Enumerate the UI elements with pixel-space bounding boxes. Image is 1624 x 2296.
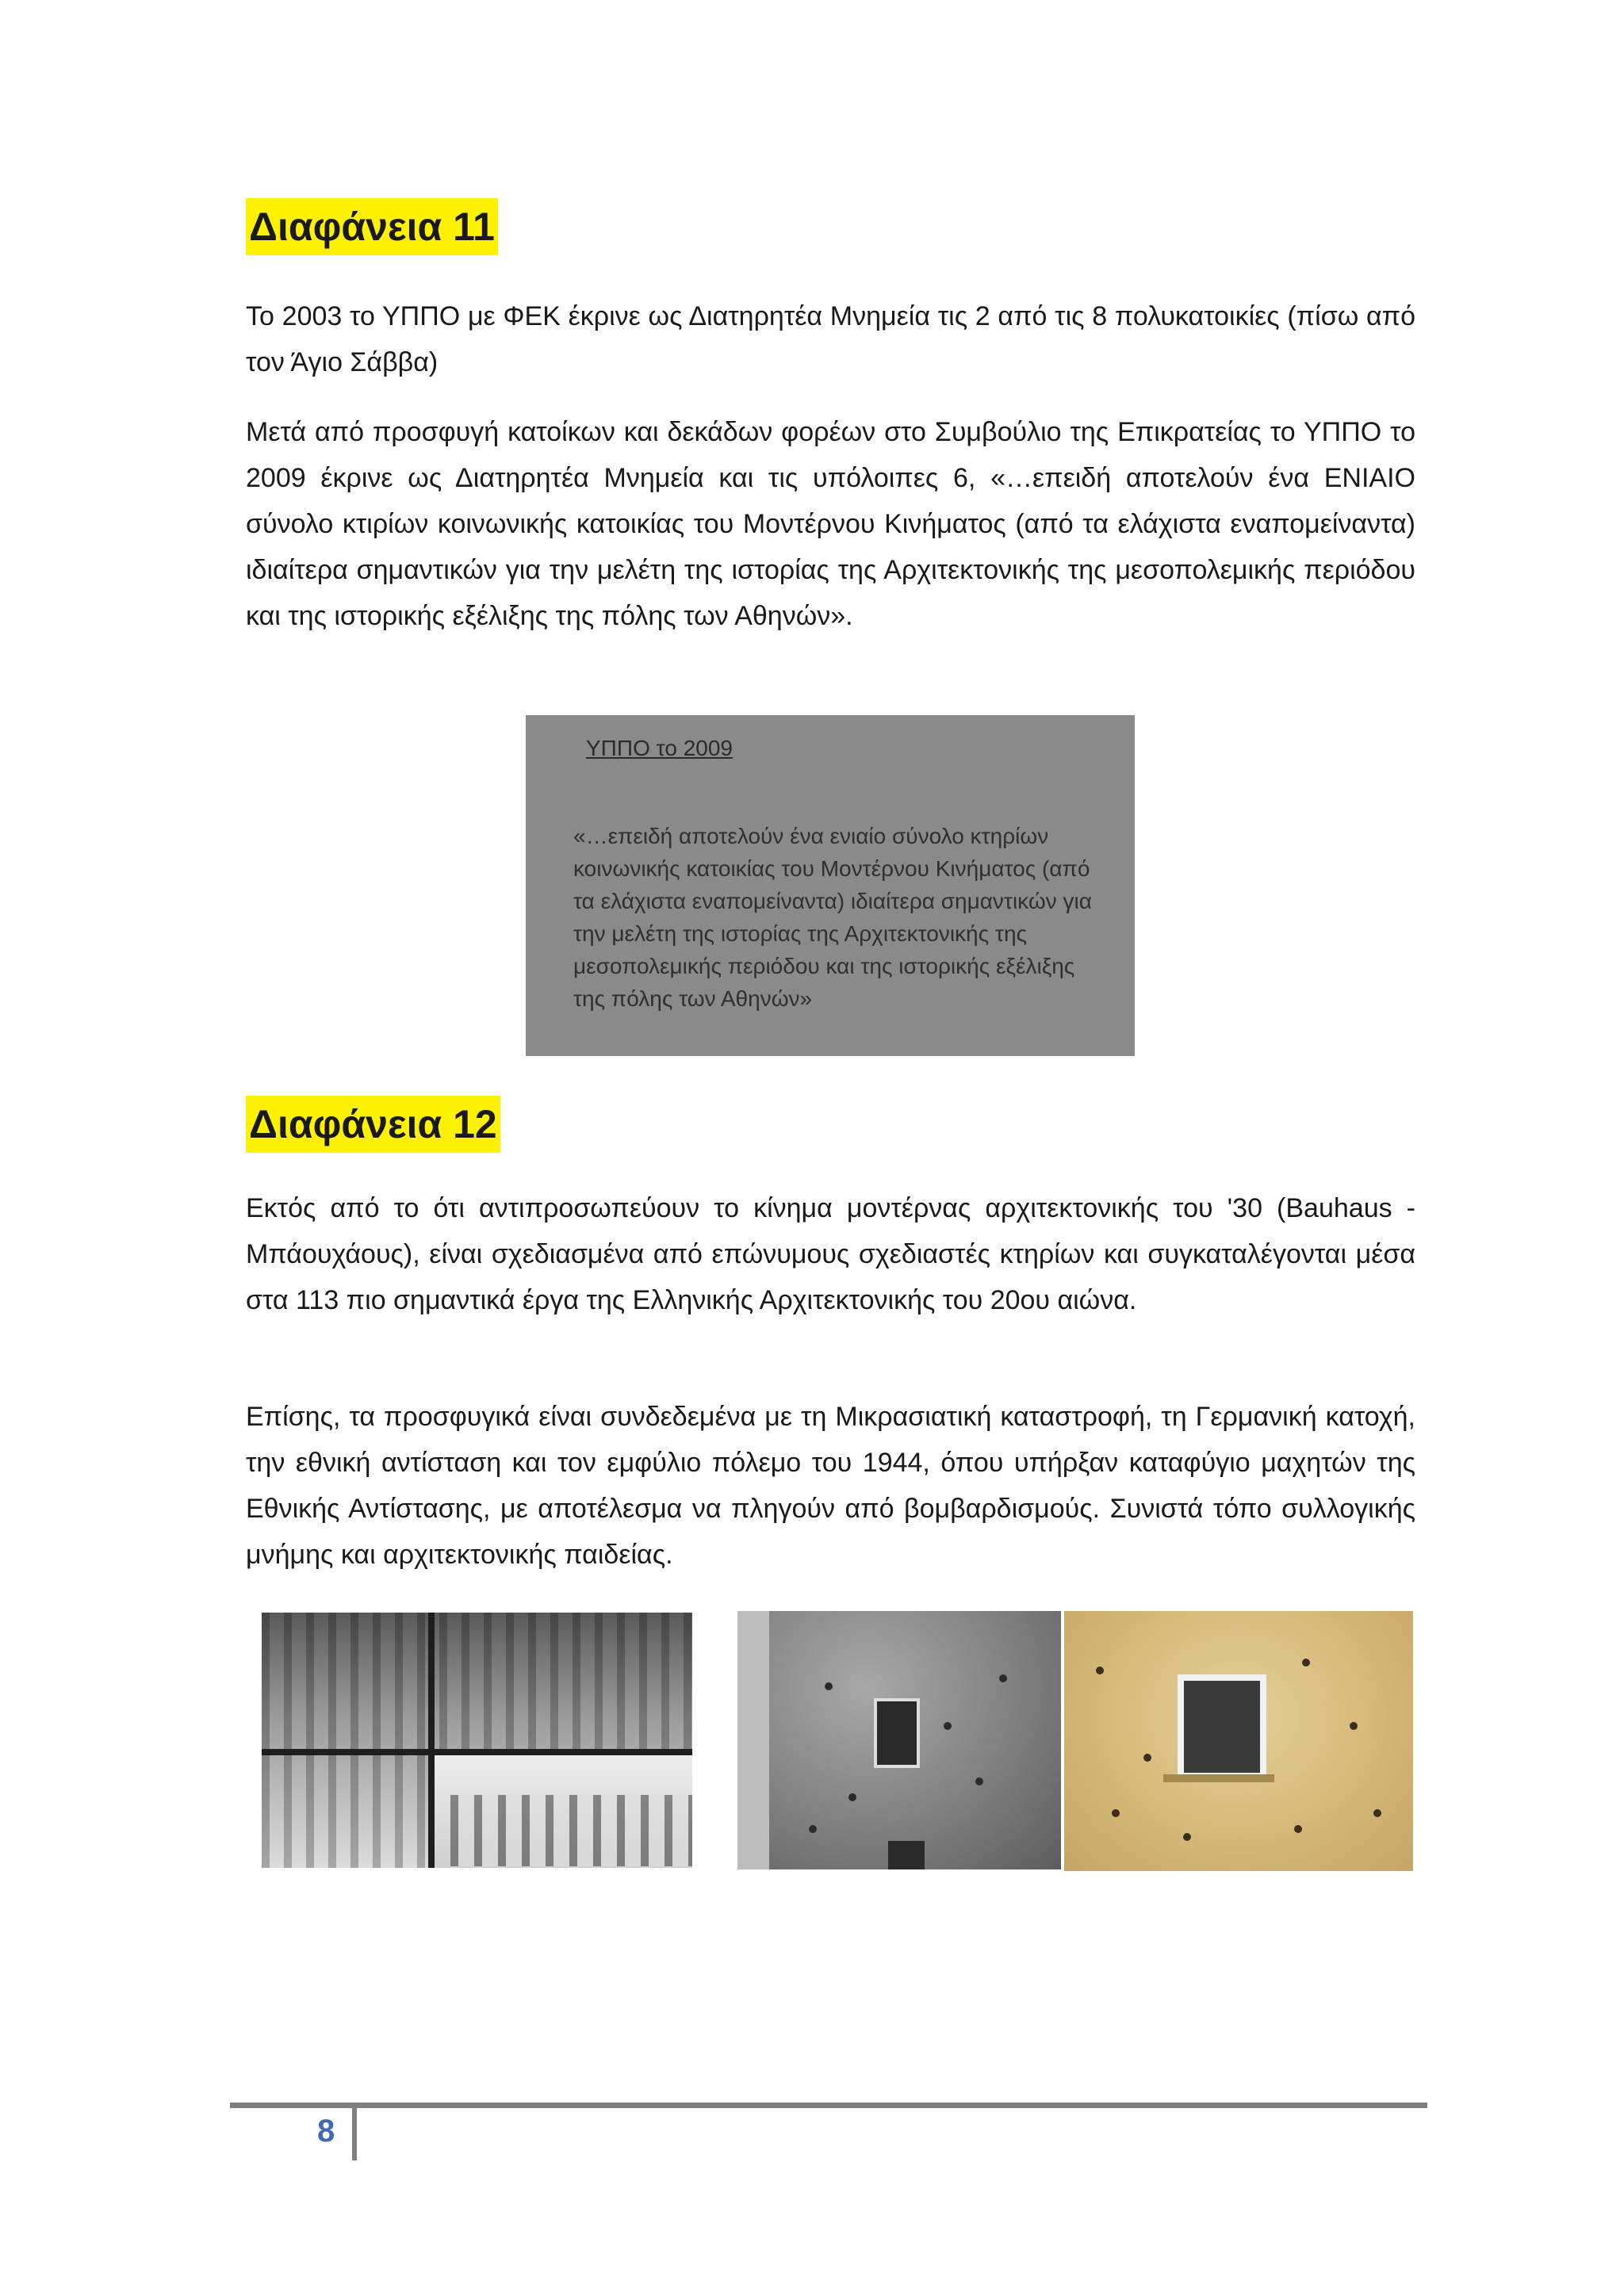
- bullet-hole: [1143, 1754, 1151, 1762]
- bullet-hole: [848, 1793, 856, 1801]
- slide-11-paragraph-2: Μετά από προσφυγή κατοίκων και δεκάδων φορέων στο Συμβούλιο της Επικρατείας το ΥΠΠΟ το 2009 έκρινε ως Διατηρητέα Μνημεία και τις υπόλοιπες 6, «…επειδή αποτελούν ένα ΕΝΙΑΙΟ σύνολο κτιρίων κοινωνικής κατοικίας του Μοντέρνου Κινήματος (από τα ελάχιστα εναπομείναντα) ιδιαίτερα σημαντικών για την μελέτη της ιστορίας της Αρχιτεκτονικής της μεσοπολεμικής περιόδου και της ιστορικής εξέλιξης της πόλης των Αθηνών».: [246, 417, 1415, 631]
- bullet-hole: [1096, 1667, 1104, 1674]
- bullet-hole: [1294, 1825, 1302, 1833]
- slide-12-paragraph-1: Εκτός από το ότι αντιπροσωπεύουν το κίνημα μοντέρνας αρχιτεκτονικής του '30 (Bauhaus - Μπάουχάους), είναι σχεδιασμένα από επώνυμους σχεδιαστές κτηρίων και συγκαταλέγονται μέσα στα 113 πιο σημαντικά έργα της Ελληνικής Αρχιτεκτονικής του 20ου αιώνα.: [246, 1193, 1415, 1315]
- bullet-hole: [975, 1777, 983, 1785]
- slide-11-image: [526, 715, 1135, 1056]
- bullet-hole: [944, 1722, 952, 1730]
- slide-12-heading: Διαφάνεια 12: [246, 1096, 500, 1153]
- bullet-hole: [809, 1825, 817, 1833]
- photo-divider-horizontal: [262, 1749, 692, 1755]
- lower-window: [888, 1841, 925, 1869]
- window-sill: [1163, 1774, 1274, 1782]
- wall-edge: [737, 1611, 769, 1869]
- slide-image-quote: «…επειδή αποτελούν ένα ενιαίο σύνολο κτηρίων κοινωνικής κατοικίας του Μοντέρνου Κινήματος (από τα ελάχιστα εναπομείναντα) ιδιαίτερα σημαντικών για την μελέτη της ιστορίας της Αρχιτεκτονικής της μεσοπολεμικής περιόδου και της ιστορικής εξέλιξης της πόλης των Αθηνών»: [573, 824, 1092, 1011]
- bullet-hole: [1302, 1659, 1310, 1667]
- slide-11-heading: Διαφάνεια 11: [246, 198, 498, 255]
- building-windows-texture: [450, 1795, 692, 1866]
- footer-rule: [230, 2103, 1427, 2108]
- bullet-marked-wall-bw-photo: [737, 1611, 1061, 1869]
- slide-12-paragraph-2: Επίσης, τα προσφυγικά είναι συνδεδεμένα με τη Μικρασιατική καταστροφή, τη Γερμανική κατοχή, την εθνική αντίσταση και τον εμφύλιο πόλεμο του 1944, όπου υπήρξαν καταφύγιο μαχητών της Εθνικής Αντίστασης, με αποτέλεσμα να πληγούν από βομβαρδισμούς. Συνιστά τόπο συλλογικής μνήμης και αρχιτεκτονικής παιδείας.: [246, 1402, 1415, 1570]
- bullet-marked-wall-color-photo: [1064, 1611, 1413, 1871]
- footer-separator: [352, 2108, 357, 2160]
- bullet-hole: [825, 1682, 833, 1690]
- bullet-hole: [999, 1674, 1007, 1682]
- bullet-hole: [1350, 1722, 1358, 1730]
- building-row-photo: [435, 1755, 692, 1868]
- bullet-hole: [1112, 1809, 1120, 1817]
- page-number: 8: [317, 2114, 335, 2149]
- window: [1178, 1674, 1266, 1779]
- refugee-housing-blocks-photo: [262, 1613, 692, 1868]
- window: [874, 1698, 920, 1768]
- bullet-hole: [1373, 1809, 1381, 1817]
- slide-image-title: ΥΠΠΟ το 2009: [586, 736, 733, 760]
- bullet-hole: [1183, 1833, 1191, 1841]
- slide-11-paragraph-1: Το 2003 το ΥΠΠΟ με ΦΕΚ έκρινε ως Διατηρητέα Μνημεία τις 2 από τις 8 πολυκατοικίες (πίσω από τον Άγιο Σάββα): [246, 301, 1415, 377]
- photo-divider-vertical: [428, 1613, 435, 1868]
